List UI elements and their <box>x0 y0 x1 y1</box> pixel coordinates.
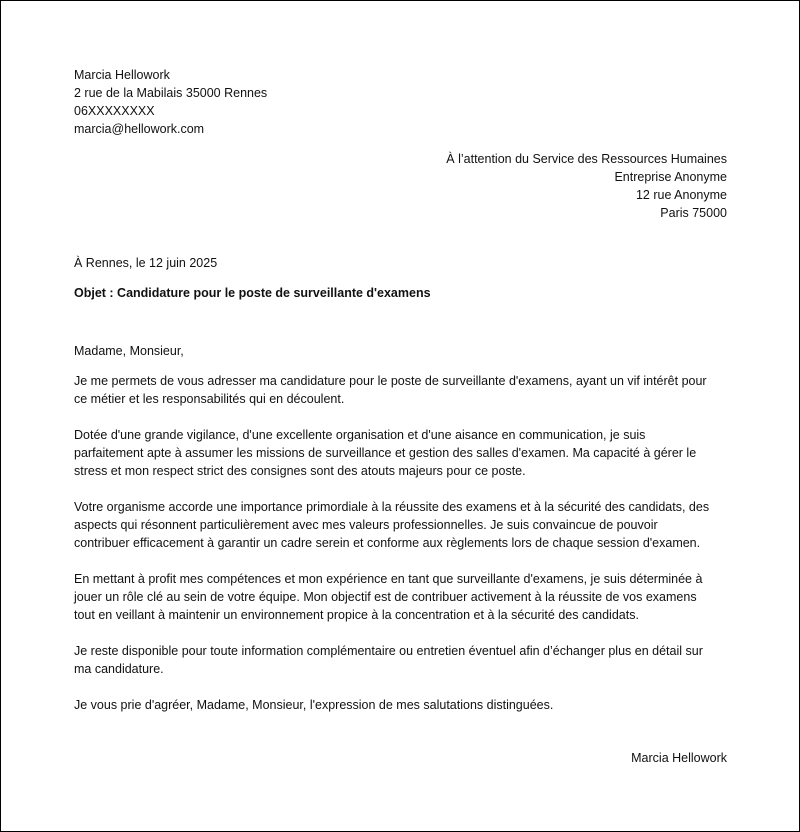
signature: Marcia Hellowork <box>631 751 727 765</box>
recipient-city: Paris 75000 <box>660 206 727 220</box>
paragraph-line: stress et mon respect strict des consignes sont des atouts majeurs pour ce poste. <box>74 464 526 478</box>
recipient-company: Entreprise Anonyme <box>614 170 727 184</box>
paragraph-line: jouer un rôle clé au sein de votre équipe. Mon objectif est de contribuer activement à la réussite de vos examens <box>74 590 697 604</box>
paragraph-line: tout en veillant à maintenir un environnement propice à la concentration et à la sécurité des candidats. <box>74 608 639 622</box>
paragraph-intro <box>74 372 734 408</box>
paragraph-line: Je me permets de vous adresser ma candidature pour le poste de surveillante d'examens, ayant un vif intérêt pour <box>74 374 707 388</box>
paragraph-line: Je reste disponible pour toute information complémentaire ou entretien éventuel afin d’échanger plus en détail sur <box>74 644 703 658</box>
sender-phone: 06XXXXXXXX <box>74 104 155 118</box>
paragraph-line: parfaitement apte à assumer les missions de surveillance et gestion des salles d'examen. Ma capacité à gérer le <box>74 446 697 460</box>
paragraph-line: Votre organisme accorde une importance primordiale à la réussite des examens et à la sécurité des candidats, des <box>74 500 710 514</box>
paragraph-line: contribuer efficacement à garantir un cadre serein et conforme aux règlements lors de chaque session d'examen. <box>74 536 701 550</box>
sender-block <box>74 66 267 138</box>
recipient-attention: À l’attention du Service des Ressources Humaines <box>446 152 727 166</box>
paragraph-line: Je vous prie d'agréer, Madame, Monsieur, l'expression de mes salutations distinguées. <box>74 698 554 712</box>
sender-name: Marcia Hellowork <box>74 68 170 82</box>
paragraph-skills <box>74 426 734 480</box>
paragraph-line: En mettant à profit mes compétences et mon expérience en tant que surveillante d'examens, je suis déterminée à <box>74 572 703 586</box>
sender-address: 2 rue de la Mabilais 35000 Rennes <box>74 86 268 100</box>
subject-line: Objet : Candidature pour le poste de surveillante d'examens <box>74 286 431 300</box>
paragraph-availability <box>74 642 734 678</box>
paragraph-motivation <box>74 570 734 624</box>
paragraph-closing <box>74 696 734 714</box>
paragraph-line: aspects qui résonnent particulièrement avec mes valeurs professionnelles. Je suis convaincue de pouvoir <box>74 518 658 532</box>
recipient-street: 12 rue Anonyme <box>635 188 727 202</box>
paragraph-organisation <box>74 498 734 552</box>
recipient-block <box>446 150 727 222</box>
paragraph-line: ma candidature. <box>74 662 164 676</box>
paragraph-line: Dotée d'une grande vigilance, d'une excellente organisation et d'une aisance en communication, je suis <box>74 428 646 442</box>
salutation: Madame, Monsieur, <box>74 344 184 358</box>
sender-email: marcia@hellowork.com <box>74 122 205 136</box>
paragraph-line: ce métier et les responsabilités qui en découlent. <box>74 392 345 406</box>
place-date: À Rennes, le 12 juin 2025 <box>74 256 218 270</box>
